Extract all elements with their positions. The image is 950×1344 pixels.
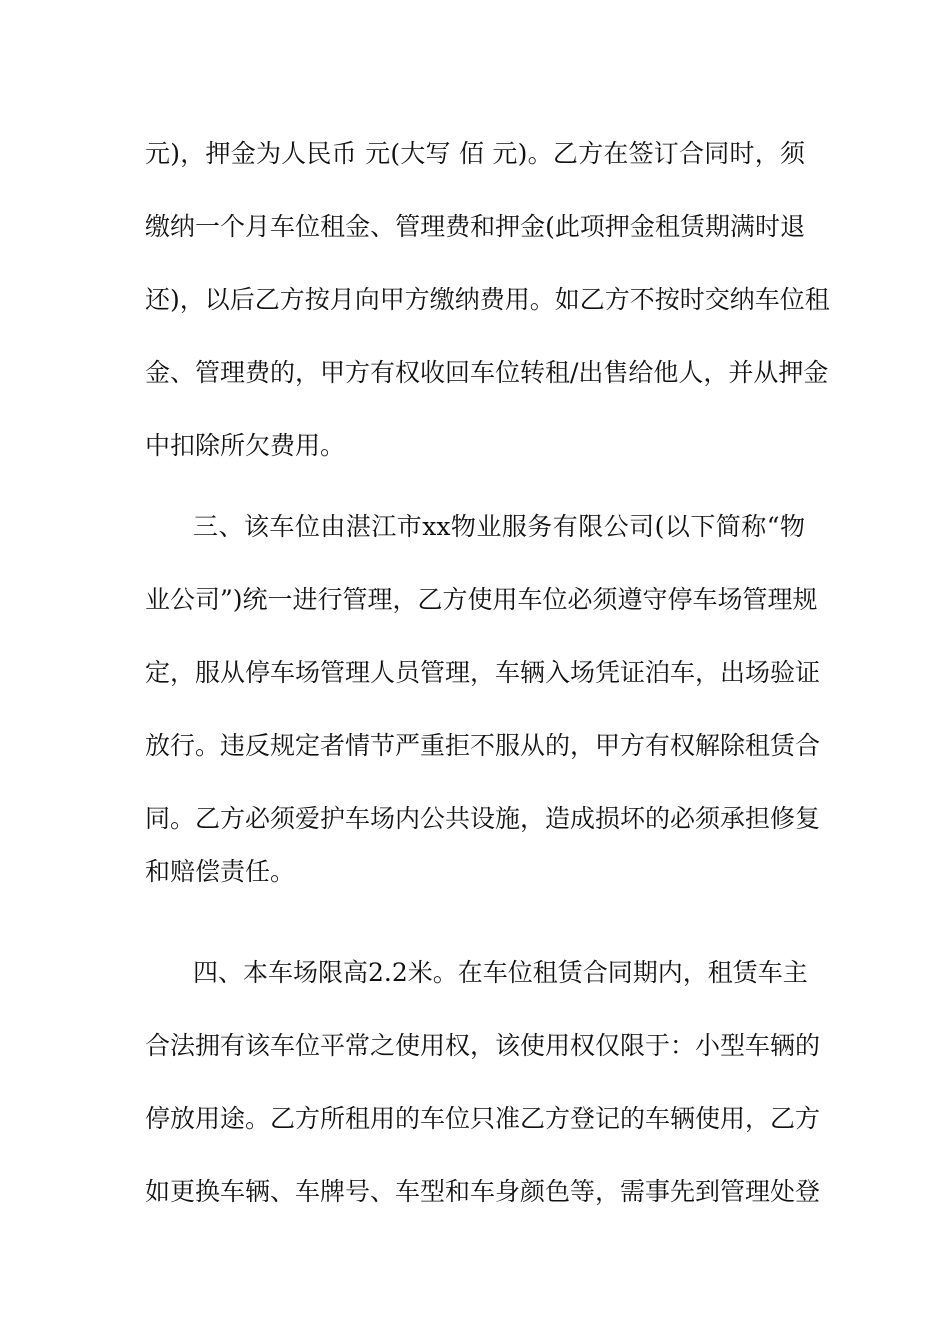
paragraph-line: 金、管理费的，甲方有权收回车位转租/出售给他人，并从押金 [145, 358, 829, 387]
paragraph-line: 停放用途。乙方所租用的车位只准乙方登记的车辆使用，乙方 [145, 1104, 821, 1133]
paragraph-line: 定，服从停车场管理人员管理，车辆入场凭证泊车，出场验证 [145, 658, 821, 687]
paragraph-line: 和赔偿责任。 [145, 857, 296, 886]
paragraph-line: 四、本车场限高2.2米。在车位租赁合同期内，租赁车主 [193, 958, 808, 987]
paragraph-line: 合法拥有该车位平常之使用权，该使用权仅限于：小型车辆的 [145, 1031, 821, 1060]
paragraph-line: 元)，押金为人民币 元(大写 佰 元)。乙方在签订合同时，须 [145, 139, 805, 168]
paragraph-line: 中扣除所欠费用。 [145, 431, 346, 460]
paragraph-line: 放行。违反规定者情节严重拒不服从的，甲方有权解除租赁合 [145, 731, 821, 760]
paragraph-line: 缴纳一个月车位租金、管理费和押金(此项押金租赁期满时退 [145, 212, 805, 241]
paragraph-line: 同。乙方必须爱护车场内公共设施，造成损坏的必须承担修复 [145, 804, 821, 833]
paragraph-line: 三、该车位由湛江市xx物业服务有限公司(以下简称“物 [193, 512, 805, 541]
paragraph-line: 还)，以后乙方按月向甲方缴纳费用。如乙方不按时交纳车位租 [145, 285, 830, 314]
paragraph-line: 业公司”)统一进行管理，乙方使用车位必须遵守停车场管理规 [145, 585, 818, 614]
paragraph-line: 如更换车辆、车牌号、车型和车身颜色等，需事先到管理处登 [145, 1177, 821, 1206]
